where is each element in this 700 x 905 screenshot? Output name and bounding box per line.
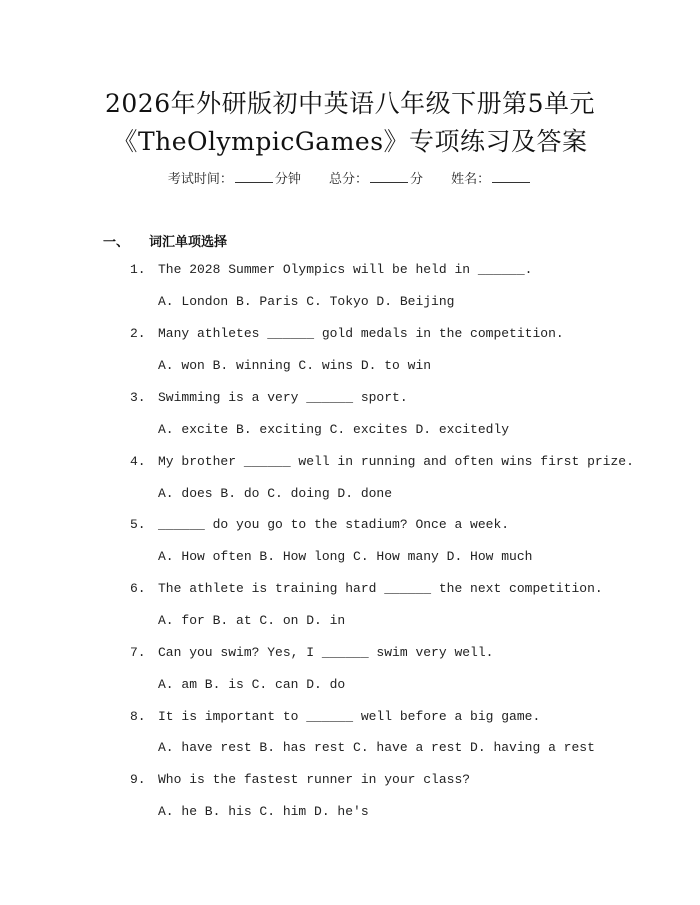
question bbox=[130, 326, 564, 341]
question-text: Swimming is a very ______ sport. bbox=[158, 390, 408, 405]
exam-time bbox=[168, 172, 305, 187]
question-number: 5. bbox=[130, 517, 146, 532]
question-number: 9. bbox=[130, 772, 146, 787]
question-options: A. he B. his C. him D. he's bbox=[158, 804, 369, 819]
question-text: The 2028 Summer Olympics will be held in ______. bbox=[158, 262, 533, 277]
question-number: 6. bbox=[130, 581, 146, 596]
question-number: 2. bbox=[130, 326, 146, 341]
question-number: 4. bbox=[130, 454, 146, 469]
question-options: A. excite B. exciting C. excites D. excitedly bbox=[158, 422, 510, 437]
time-blank bbox=[235, 170, 273, 183]
score-unit: 分 bbox=[410, 172, 424, 187]
question-options: A. How often B. How long C. How many D. How much bbox=[158, 549, 533, 564]
question-number: 7. bbox=[130, 645, 146, 660]
question bbox=[130, 645, 493, 660]
question-options: A. am B. is C. can D. do bbox=[158, 677, 346, 692]
section-heading bbox=[103, 231, 227, 250]
section-number: 一、 bbox=[103, 235, 130, 250]
question-text: ______ do you go to the stadium? Once a week. bbox=[158, 517, 510, 532]
name-label: 姓名： bbox=[451, 172, 491, 187]
name-blank bbox=[492, 170, 530, 183]
exam-meta bbox=[0, 168, 700, 187]
score-blank bbox=[370, 170, 408, 183]
question-number: 3. bbox=[130, 390, 146, 405]
document-title-line-1: 2026年外研版初中英语八年级下册第5单元 bbox=[104, 89, 596, 118]
question-number: 8. bbox=[130, 709, 146, 724]
exam-score bbox=[329, 172, 427, 187]
exam-name bbox=[451, 172, 532, 187]
question bbox=[130, 517, 509, 532]
question-text: The athlete is training hard ______ the next competition. bbox=[158, 581, 603, 596]
question-text: Who is the fastest runner in your class? bbox=[158, 772, 471, 787]
time-label: 考试时间： bbox=[167, 172, 233, 187]
question bbox=[130, 454, 634, 469]
time-unit: 分钟 bbox=[274, 172, 301, 187]
question bbox=[130, 262, 532, 277]
question bbox=[130, 709, 540, 724]
question bbox=[130, 772, 470, 787]
question-text: Can you swim? Yes, I ______ swim very well. bbox=[158, 645, 494, 660]
question-text: My brother ______ well in running and often wins first prize. bbox=[158, 454, 634, 469]
question-text: It is important to ______ well before a big game. bbox=[158, 709, 541, 724]
document-title-line-2: 《TheOlympicGames》专项练习及答案 bbox=[112, 127, 588, 156]
question-options: A. won B. winning C. wins D. to win bbox=[158, 358, 432, 373]
question-options: A. have rest B. has rest C. have a rest D. having a rest bbox=[158, 740, 595, 755]
question-options: A. does B. do C. doing D. done bbox=[158, 486, 393, 501]
score-label: 总分： bbox=[328, 172, 368, 187]
question bbox=[130, 581, 603, 596]
question bbox=[130, 390, 408, 405]
question-options: A. for B. at C. on D. in bbox=[158, 613, 346, 628]
section-title: 词汇单项选择 bbox=[149, 235, 228, 250]
question-options: A. London B. Paris C. Tokyo D. Beijing bbox=[158, 294, 455, 309]
question-text: Many athletes ______ gold medals in the competition. bbox=[158, 326, 564, 341]
question-number: 1. bbox=[130, 262, 146, 277]
